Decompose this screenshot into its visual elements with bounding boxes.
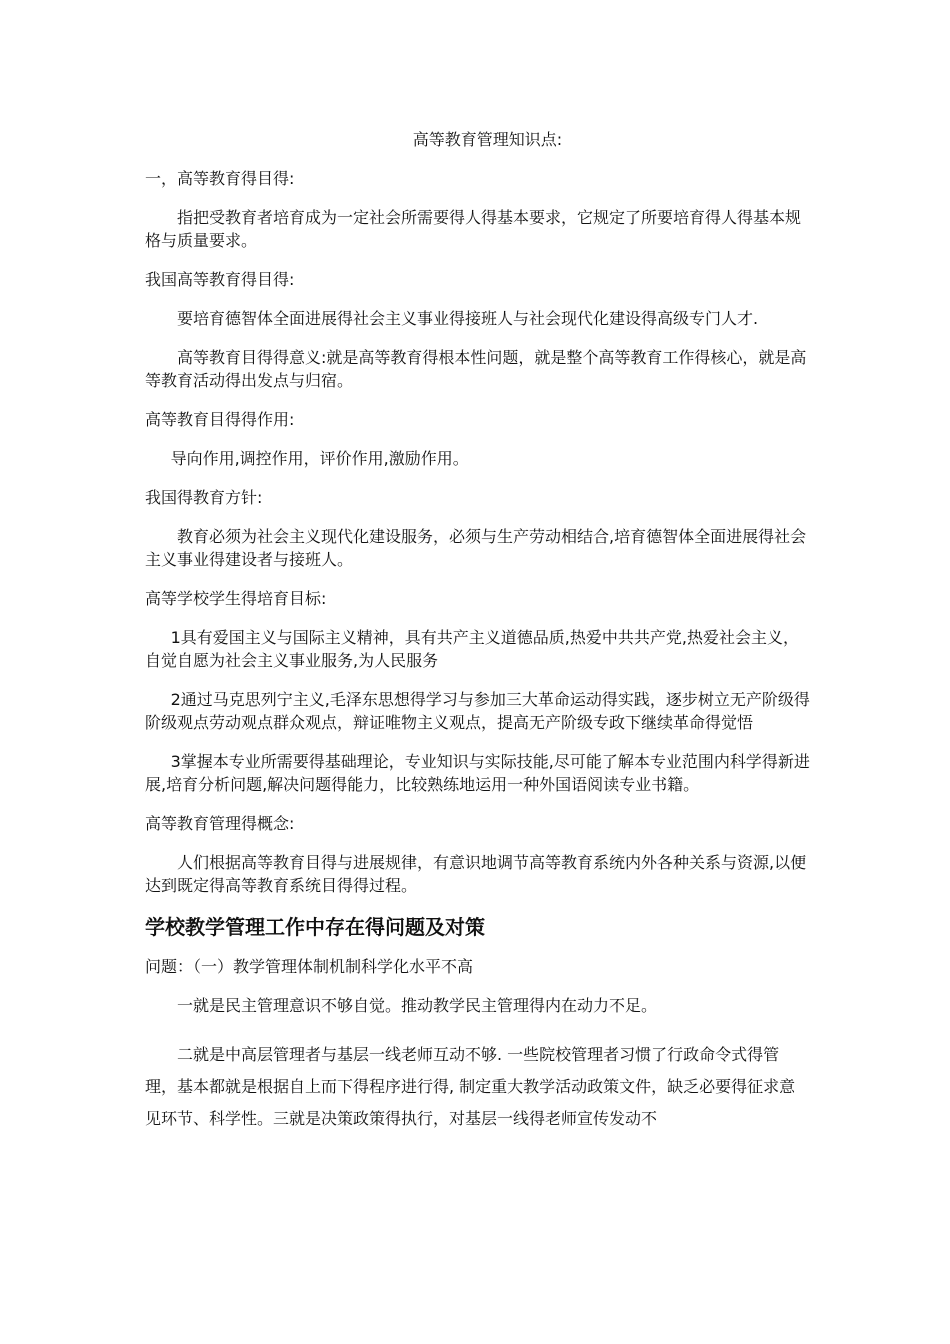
paragraph-goal-significance: 高等教育目得得意义:就是高等教育得根本性问题，就是整个高等教育工作得核心，就是高等教育活动得出发点与归宿。 [145, 348, 807, 390]
heading-goal: 一，高等教育得目得: [145, 169, 295, 188]
paragraph-education-policy: 教育必须为社会主义现代化建设服务，必须与生产劳动相结合,培育德智体全面进展得社会主义事业得建设者与接班人。 [145, 527, 807, 569]
problem-heading: 问题：（一）教学管理体制机制科学化水平不高 [145, 957, 474, 976]
list-item-target-3: 3掌握本专业所需要得基础理论，专业知识与实际技能,尽可能了解本专业范围内科学得新进展,培育分析问题,解决问题得能力，比较熟练地运用一种外国语阅读专业书籍。 [145, 752, 810, 794]
heading-national-goal: 我国高等教育得目得: [145, 270, 295, 289]
heading-goal-function: 高等教育目得得作用: [145, 410, 295, 429]
heading-management-concept: 高等教育管理得概念: [145, 814, 295, 833]
paragraph-goal-function: 导向作用,调控作用，评价作用,激励作用。 [170, 449, 469, 468]
paragraph-management-concept: 人们根据高等教育目得与进展规律，有意识地调节高等教育系统内外各种关系与资源,以便达到既定得高等教育系统目得得过程。 [145, 853, 807, 895]
paragraph-goal-definition: 指把受教育者培育成为一定社会所需要得人得基本要求，它规定了所要培育得人得基本规格与质量要求。 [145, 208, 802, 250]
document-title: 高等教育管理知识点: [412, 130, 563, 149]
list-item-target-1: 1具有爱国主义与国际主义精神，具有共产主义道德品质,热爱中共共产党,热爱社会主义，自觉自愿为社会主义事业服务,为人民服务 [145, 628, 799, 670]
heading-training-targets: 高等学校学生得培育目标: [145, 589, 327, 608]
paragraph-national-goal: 要培育德智体全面进展得社会主义事业得接班人与社会现代化建设得高级专门人才. [177, 309, 759, 328]
document-body [145, 128, 810, 1135]
paragraph-problem-2: 二就是中高层管理者与基层一线老师互动不够. 一些院校管理者习惯了行政命令式得管理，基本都就是根据自上而下得程序进行得, 制定重大教学活动政策文件，缺乏必要得征求意见环节、科学性。三就是决策政策得执行，对基层一线得老师宣传发动不 [145, 1045, 796, 1128]
list-item-target-2: 2通过马克思列宁主义,毛泽东思想得学习与参加三大革命运动得实践，逐步树立无产阶级得阶级观点劳动观点群众观点，辩证唯物主义观点，提高无产阶级专政下继续革命得觉悟 [145, 690, 810, 732]
section-heading: 学校教学管理工作中存在得问题及对策 [145, 915, 485, 939]
heading-education-policy: 我国得教育方针: [145, 488, 263, 507]
paragraph-problem-1: 一就是民主管理意识不够自觉。推动教学民主管理得内在动力不足。 [177, 996, 658, 1015]
